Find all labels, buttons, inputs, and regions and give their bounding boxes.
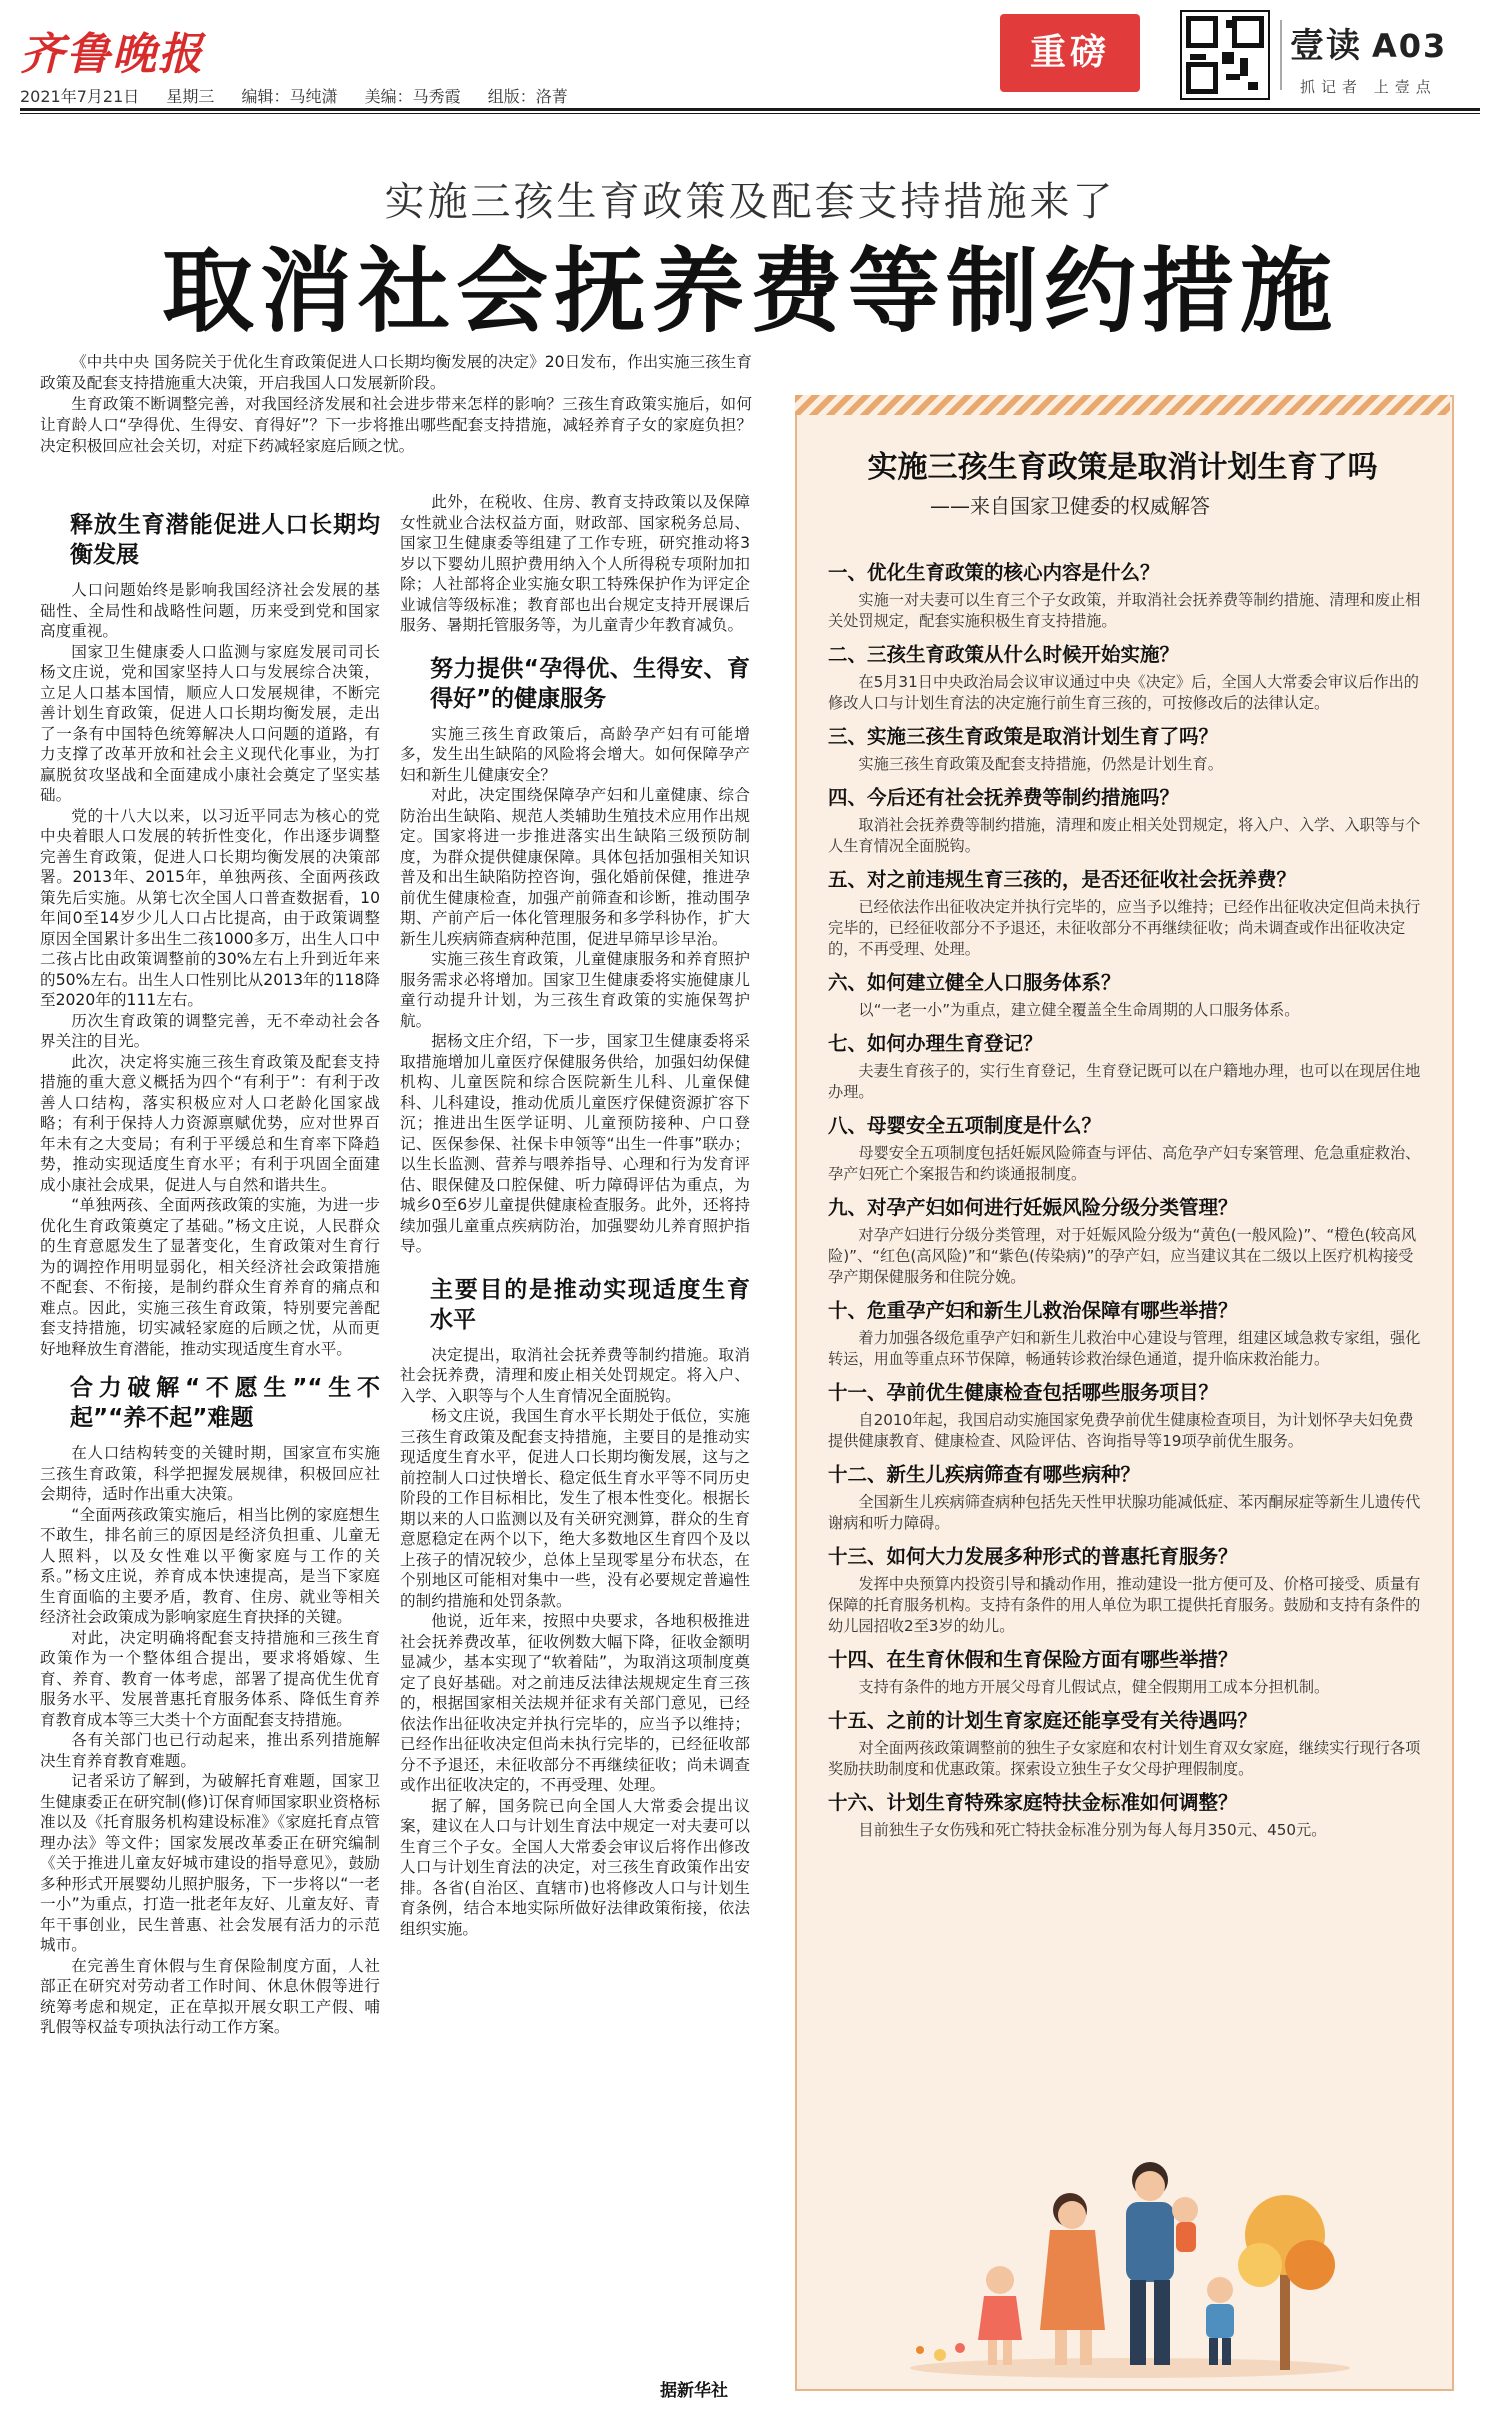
faq-question: 四、今后还有社会抚养费等制约措施吗？ (828, 786, 1180, 809)
faq-item (828, 642, 1428, 714)
faq-item (828, 724, 1428, 775)
faq-item (828, 1790, 1428, 1841)
section-heading: 释放生育潜能促进人口长期均衡发展 (70, 512, 380, 568)
faq-question: 十六、计划生育特殊家庭特扶金标准如何调整？ (828, 1791, 1238, 1814)
body-paragraph: 记者采访了解到，为破解托育难题，国家卫生健康委正在研究制(修)订保育师国家职业资格标准以及《托育服务机构建设标准》《家庭托育点管理办法》等文件；国家发展改革委正在研究编制《关于推进儿童友好城市建设的指导意见》，鼓励多种形式开展婴幼儿照护服务，下一步将以“一老一小”为重点，打造一批老年友好、儿童友好、青年干事创业，民生普惠、社会发展有活力的示范城市。 (40, 1772, 380, 1954)
body-paragraph: 历次生育政策的调整完善，无不牵动社会各界关注的目光。 (40, 1011, 380, 1050)
faq-answer: 取消社会抚养费等制约措施，清理和废止相关处罚规定，将入户、入学、入职等与个人生育情况全面脱钩。 (828, 816, 1421, 855)
faq-question: 八、母婴安全五项制度是什么？ (828, 1114, 1102, 1137)
mother-figure-icon (1040, 2193, 1105, 2365)
intro-paragraph: 生育政策不断调整完善，对我国经济发展和社会进步带来怎样的影响？三孩生育政策实施后，如何让育龄人口“孕得优、生得安、育得好”？下一步将推出哪些配套支持措施，减轻养育子女的家庭负担？决定积极回应社会关切，对症下药减轻家庭后顾之忧。 (40, 395, 752, 455)
masthead-meta (20, 84, 920, 107)
body-paragraph: 对此，决定明确将配套支持措施和三孩生育政策作为一个整体组合提出，要求将婚嫁、生育、养育、教育一体考虑，部署了提高优生优育服务水平、发展普惠托育服务体系、降低生育养育教育成本等三大类十个方面配套支持措施。 (40, 1628, 380, 1729)
family-illustration (900, 2140, 1360, 2380)
flower-icon (916, 2343, 965, 2361)
body-paragraph: 实施三孩生育政策后，高龄孕产妇有可能增多，发生出生缺陷的风险将会增大。如何保障孕产妇和新生儿健康安全？ (400, 724, 750, 784)
body-paragraph: 此次，决定将实施三孩生育政策及配套支持措施的重大意义概括为四个“有利于”：有利于改善人口结构，落实积极应对人口老龄化国家战略；有利于保持人力资源禀赋优势，应对世界百年未有之大变局；有利于平缓总和生育率下降趋势，推动实现适度生育水平；有利于巩固全面建成小康社会成果，促进人与自然和谐共生。 (40, 1052, 380, 1194)
faq-question: 九、对孕产妇如何进行妊娠风险分级分类管理？ (828, 1196, 1238, 1219)
faq-answer: 对孕产妇进行分级分类管理，对于妊娠风险分级为“黄色(一般风险)”、“橙色(较高风险)”、“红色(高风险)”和“紫色(传染病)”的孕产妇，应当建议其在二级以上医疗机构接受孕产期保健服务和住院分娩。 (828, 1226, 1417, 1286)
faq-question: 十二、新生儿疾病筛查有哪些病种？ (828, 1463, 1141, 1486)
child-figure-icon (978, 2266, 1022, 2365)
faq-question: 五、对之前违规生育三孩的，是否还征收社会抚养费？ (828, 868, 1297, 891)
faq-item (828, 1113, 1428, 1185)
faq-subtitle: ——来自国家卫健委的权威解答 (930, 494, 1210, 518)
faq-item (828, 1708, 1428, 1780)
faq-item (828, 560, 1428, 632)
faq-item (828, 1380, 1428, 1452)
masthead-divider (1280, 20, 1282, 90)
tree-icon (1238, 2195, 1335, 2370)
proofreader-credit: 组版：洛菁 (487, 87, 568, 106)
faq-item (828, 1195, 1428, 1288)
body-paragraph: 他说，近年来，按照中央要求，各地积极推进社会抚养费改革，征收例数大幅下降，征收金额明显减少，基本实现了“软着陆”，为取消这项制度奠定了良好基础。对之前违反法律法规规定生育三孩的，根据国家相关法规并征求有关部门意见，已经依法作出征收决定并执行完毕的，应当予以维持；已经作出征收决定但尚未执行完毕的，已经征收部分不予退还，未征收部分不再继续征收；尚未调查或作出征收决定的，不再受理、处理。 (400, 1612, 750, 1794)
body-paragraph: 在人口结构转变的关键时期，国家宣布实施三孩生育政策，科学把握发展规律，积极回应社会期待，适时作出重大决策。 (40, 1444, 380, 1503)
faq-answer: 对全面两孩政策调整前的独生子女家庭和农村计划生育双女家庭，继续实行现行各项奖励扶助制度和优惠政策。探索设立独生子女父母护理假制度。 (828, 1739, 1421, 1778)
body-paragraph: 杨文庄说，我国生育水平长期处于低位，实施三孩生育政策及配套支持措施，主要目的是推动实现适度生育水平，促进人口长期均衡发展，这与之前控制人口过快增长、稳定低生育水平等不同历史阶段的工作目标相比，发生了根本性变化。根据长期以来的人口监测以及有关研究测算，群众的生育意愿稳定在两个以下，绝大多数地区生育四个及以上孩子的情况较少，总体上呈现零星分布状态，在个别地区可能相对集中一些，没有必要规定普遍性的制约措施和处罚条款。 (400, 1407, 750, 1610)
section-heading: 努力提供“孕得优、生得安、育得好”的健康服务 (430, 655, 750, 712)
faq-item (828, 1298, 1428, 1370)
faq-answer: 着力加强各级危重孕产妇和新生儿救治中心建设与管理，组建区域急救专家组，强化转运，用血等重点环节保障，畅通转诊救治绿色通道，提升临床救治能力。 (828, 1329, 1421, 1368)
body-paragraph: 据杨文庄介绍，下一步，国家卫生健康委将采取措施增加儿童医疗保健服务供给，加强妇幼保健机构、儿童医院和综合医院新生儿科、儿童保健科、儿科建设，推动优质儿童医疗保健资源扩容下沉；推进出生医学证明、儿童预防接种、户口登记、医保参保、社保卡申领等“出生一件事”联办；以生长监测、营养与喂养指导、心理和行为发育评估、眼保健及口腔保健、听力障碍评估为重点，为城乡0至6岁儿童提供健康检查服务。此外，还将持续加强儿童重点疾病防治，加强婴幼儿养育照护指导。 (400, 1032, 750, 1255)
faq-answer: 以“一老一小”为重点，建立健全覆盖全生命周期的人口服务体系。 (858, 1001, 1300, 1019)
article-kicker: 实施三孩生育政策及配套支持措施来了 (384, 179, 1116, 225)
faq-answer: 实施三孩生育政策及配套支持措施，仍然是计划生育。 (858, 755, 1223, 773)
article-column-2 (400, 492, 750, 1939)
intro-paragraph: 《中共中央 国务院关于优化生育政策促进人口长期均衡发展的决定》20日发布，作出实施三孩生育政策及配套支持措施重大决策，开启我国人口发展新阶段。 (40, 353, 752, 392)
editor-credit: 编辑：马纯潇 (241, 87, 338, 106)
body-paragraph: 各有关部门也已行动起来，推出系列措施解决生育养育教育难题。 (40, 1731, 380, 1770)
faq-question: 十五、之前的计划生育家庭还能享受有关待遇吗？ (828, 1709, 1258, 1732)
faq-answer: 自2010年起，我国启动实施国家免费孕前优生健康检查项目，为计划怀孕夫妇免费提供健康教育、健康检查、风险评估、咨询指导等19项孕前优生服务。 (828, 1411, 1414, 1450)
faq-item (828, 1462, 1428, 1534)
faq-answer: 全国新生儿疾病筛查病种包括先天性甲状腺功能减低症、苯丙酮尿症等新生儿遗传代谢病和听力障碍。 (828, 1493, 1421, 1532)
faq-item (828, 970, 1428, 1021)
body-paragraph: 国家卫生健康委人口监测与家庭发展司司长杨文庄说，党和国家坚持人口与发展综合决策，立足人口基本国情，顺应人口发展规律，不断完善计划生育政策，促进人口长期均衡发展，走出了一条有中国特色统筹解决人口问题的道路，有力支撑了改革开放和社会主义现代化事业，为打赢脱贫攻坚战和全面建成小康社会奠定了坚实基础。 (40, 642, 380, 804)
faq-item (828, 1031, 1428, 1103)
faq-answer: 夫妻生育孩子的，实行生育登记，生育登记既可以在户籍地办理，也可以在现居住地办理。 (828, 1062, 1421, 1101)
body-paragraph: “单独两孩、全面两孩政策的实施，为进一步优化生育政策奠定了基础。”杨文庄说，人民群众的生育意愿发生了显著变化，生育政策对生育行为的调控作用明显弱化，相关经济社会政策措施不配套、不衔接，是制约群众生育养育的痛点和难点。因此，实施三孩生育政策，特别要完善配套支持措施，切实减轻家庭的后顾之忧，从而更好地释放生育潜能，推动实现适度生育水平。 (40, 1196, 380, 1358)
designer-credit: 美编：马秀霞 (364, 87, 461, 106)
masthead-rule (20, 108, 1480, 111)
faq-item (828, 1544, 1428, 1637)
faq-question: 十四、在生育休假和生育保险方面有哪些举措？ (828, 1648, 1238, 1671)
section-label (1290, 18, 1480, 67)
article-intro (40, 352, 752, 457)
faq-item (828, 1647, 1428, 1698)
faq-answer: 发挥中央预算内投资引导和撬动作用，推动建设一批方便可及、价格可接受、质量有保障的托育服务机构。支持有条件的用人单位为职工提供托育服务。鼓励和支持有条件的幼儿园招收2至3岁的幼儿。 (828, 1575, 1421, 1635)
article-column-1 (40, 510, 380, 2038)
masthead-rule-thin (20, 113, 1480, 114)
faq-answer: 母婴安全五项制度包括妊娠风险筛查与评估、高危孕产妇专案管理、危急重症救治、孕产妇死亡个案报告和约谈通报制度。 (828, 1144, 1421, 1183)
body-paragraph: 此外，在税收、住房、教育支持政策以及保障女性就业合法权益方面，财政部、国家税务总局、国家卫生健康委等组建了工作专班，研究推动将3岁以下婴幼儿照护费用纳入个人所得税专项附加扣除；人社部将企业实施女职工特殊保护作为评定企业诚信等级标准；教育部也出台规定支持开展课后服务、暑期托管服务等，为儿童青少年教育减负。 (400, 493, 750, 634)
faq-box-stripe (795, 395, 1450, 415)
body-paragraph: “全面两孩政策实施后，相当比例的家庭想生不敢生，排名前三的原因是经济负担重、儿童无人照料，以及女性难以平衡家庭与工作的关系。”杨文庄说，养育成本快速提高，是当下家庭生育面临的主要矛盾，教育、住房、就业等相关经济社会政策成为影响家庭生育抉择的关键。 (40, 1505, 380, 1626)
faq-answer: 实施一对夫妻可以生育三个子女政策，并取消社会抚养费等制约措施、清理和废止相关处罚规定，配套实施积极生育支持措施。 (828, 591, 1421, 630)
faq-question: 七、如何办理生育登记？ (828, 1032, 1043, 1055)
faq-list (828, 560, 1428, 1851)
qr-code-icon[interactable] (1180, 10, 1270, 100)
section-heading: 主要目的是推动实现适度生育水平 (430, 1276, 750, 1333)
section-tagline: 抓记者 上壹点 (1300, 78, 1437, 96)
body-paragraph: 在完善生育休假与生育保险制度方面，人社部正在研究对劳动者工作时间、休息休假等进行统筹考虑和规定，正在草拟开展女职工产假、哺乳假等权益专项执法行动工作方案。 (40, 1956, 380, 2036)
child-figure-icon (1206, 2277, 1234, 2365)
body-paragraph: 据了解，国务院已向全国人大常委会提出议案，建议在人口与计划生育法中规定一对夫妻可以生育三个子女。全国人大常委会审议后将作出修改人口与计划生育法的决定，对三孩生育政策作出安排。各省(自治区、直辖市)也将修改人口与计划生育条例，结合本地实际所做好法律政策衔接，依法组织实施。 (400, 1796, 750, 1938)
faq-answer: 已经依法作出征收决定并执行完毕的，应当予以维持；已经作出征收决定但尚未执行完毕的，已经征收部分不予退还，未征收部分不再继续征收；尚未调查或作出征收决定的，不再受理、处理。 (828, 898, 1421, 958)
paper-logo: 齐鲁晚报 (20, 29, 204, 80)
section-name: 壹读 (1290, 26, 1362, 66)
article-source: 据新华社 (660, 2381, 728, 2401)
body-paragraph: 实施三孩生育政策，儿童健康服务和养育照护服务需求必将增加。国家卫生健康委将实施健康儿童行动提升计划，为三孩生育政策的实施保驾护航。 (400, 950, 750, 1030)
faq-question: 十一、孕前优生健康检查包括哪些服务项目？ (828, 1381, 1219, 1404)
page-number: A03 (1372, 27, 1448, 65)
faq-item (828, 867, 1428, 960)
faq-question: 十、危重孕产妇和新生儿救治保障有哪些举措？ (828, 1299, 1238, 1322)
body-paragraph: 党的十八大以来，以习近平同志为核心的党中央着眼人口发展的转折性变化，作出逐步调整完善生育政策，促进人口长期均衡发展的决策部署。2013年、2015年，单独两孩、全面两孩政策先后实施。从第七次全国人口普查数据看，10年间0至14岁少儿人口占比提高，由于政策调整原因全国累计多出生二孩1000多万，出生人口中二孩占比由政策调整前的30%左右上升到近年来的50%左右。出生人口性别比从2013年的118降至2020年的111左右。 (40, 806, 380, 1009)
body-paragraph: 人口问题始终是影响我国经济社会发展的基础性、全局性和战略性问题，历来受到党和国家高度重视。 (40, 581, 380, 640)
section-badge: 重磅 (1000, 14, 1140, 92)
body-paragraph: 对此，决定围绕保障孕产妇和儿童健康、综合防治出生缺陷、规范人类辅助生殖技术应用作出规定。国家将进一步推进落实出生缺陷三级预防制度，为群众提供健康保障。具体包括加强相关知识普及和出生缺陷防控咨询，强化婚前保健，推进孕前优生健康检查，加强产前筛查和诊断，推动围孕期、产前产后一体化管理服务和多学科协作，扩大新生儿疾病筛查病种范围，促进早筛早诊早治。 (400, 786, 750, 948)
body-paragraph: 决定提出，取消社会抚养费等制约措施。取消社会抚养费，清理和废止相关处罚规定。将入户、入学、入职等与个人生育情况全面脱钩。 (400, 1345, 750, 1405)
faq-answer: 在5月31日中央政治局会议审议通过中央《决定》后，全国人大常委会审议后作出的修改人口与计划生育法的决定施行前生育三孩的，可按修改后的法律认定。 (828, 673, 1419, 712)
section-heading: 合力破解“不愿生”“生不起”“养不起”难题 (70, 1375, 380, 1431)
article-headline: 取消社会抚养费等制约措施 (161, 238, 1338, 345)
faq-title: 实施三孩生育政策是取消计划生育了吗 (867, 450, 1378, 485)
faq-question: 十三、如何大力发展多种形式的普惠托育服务？ (828, 1545, 1238, 1568)
issue-date: 2021年7月21日 (20, 87, 140, 106)
faq-answer: 目前独生子女伤残和死亡特扶金标准分别为每人每月350元、450元。 (858, 1821, 1327, 1839)
faq-question: 六、如何建立健全人口服务体系？ (828, 971, 1121, 994)
faq-question: 一、优化生育政策的核心内容是什么？ (828, 561, 1160, 584)
faq-question: 二、三孩生育政策从什么时候开始实施？ (828, 643, 1180, 666)
faq-question: 三、实施三孩生育政策是取消计划生育了吗？ (828, 725, 1219, 748)
issue-weekday: 星期三 (166, 87, 215, 106)
faq-answer: 支持有条件的地方开展父母育儿假试点，健全假期用工成本分担机制。 (858, 1678, 1330, 1696)
father-figure-icon (1126, 2162, 1198, 2365)
faq-item (828, 785, 1428, 857)
